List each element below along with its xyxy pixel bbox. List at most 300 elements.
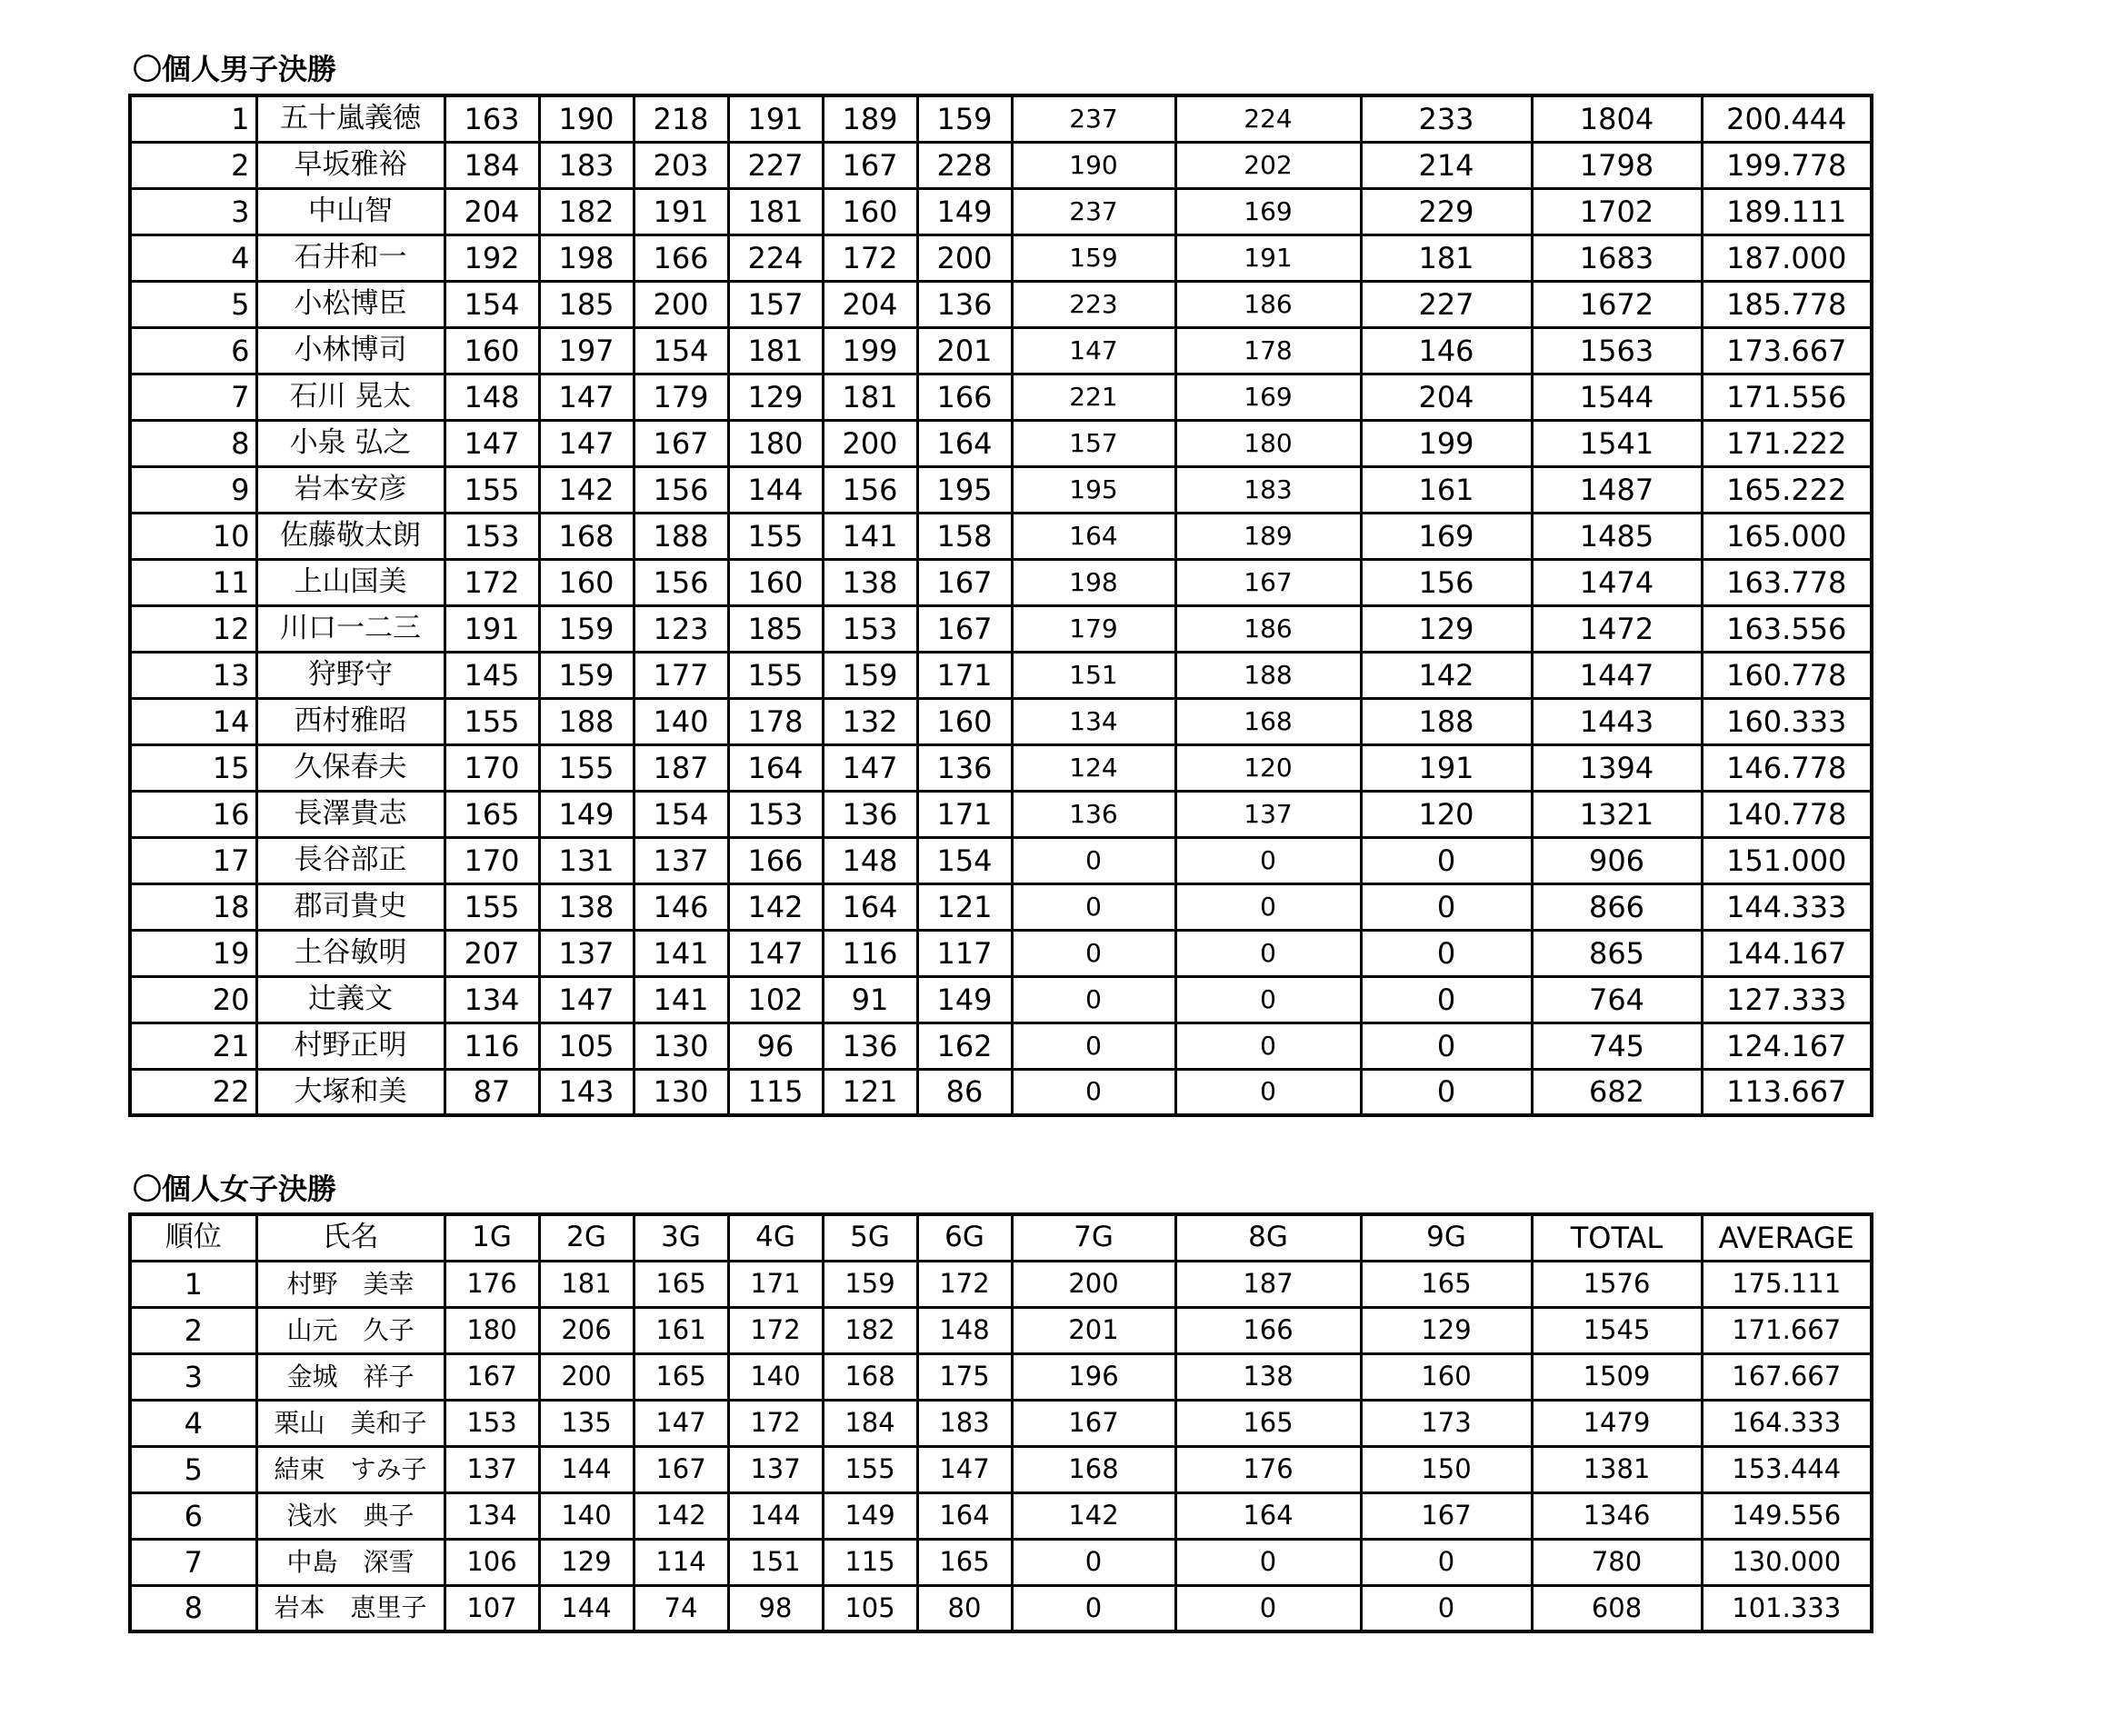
table-row [130,1023,1872,1069]
game-7-score-cell: 0 [1012,883,1175,930]
game-4-score-cell: 178 [728,698,823,744]
game-6-score-cell: 136 [917,744,1012,791]
rank-cell: 16 [130,791,256,837]
table-row [130,930,1872,976]
rank-cell: 4 [130,1400,256,1446]
game-1-score-cell: 155 [445,883,539,930]
game-1-score-cell: 154 [445,281,539,327]
game-6-score-cell: 164 [917,420,1012,466]
rank-cell: 20 [130,976,256,1023]
game-1-score-cell: 207 [445,930,539,976]
game-9-score-cell: 156 [1361,559,1532,605]
game-2-score-cell: 142 [539,466,634,513]
game-3-score-cell: 203 [634,142,728,188]
game-4-score-cell: 153 [728,791,823,837]
game-7-score-cell: 0 [1012,1539,1175,1585]
game-7-score-cell: 200 [1012,1261,1175,1307]
game-2-score-cell: 200 [539,1353,634,1400]
table-row [130,698,1872,744]
player-name-cell: 岩本安彦 [256,466,445,513]
game-8-score-cell: 186 [1175,605,1361,652]
game-6-score-cell: 175 [917,1353,1012,1400]
average-cell: 163.556 [1702,605,1872,652]
table-row [130,1261,1872,1307]
rank-cell: 3 [130,1353,256,1400]
average-cell: 160.333 [1702,698,1872,744]
game-2-score-cell: 137 [539,930,634,976]
table-row [130,1069,1872,1115]
game-2-score-cell: 149 [539,791,634,837]
game-9-score-cell: 129 [1361,1307,1532,1353]
average-cell: 165.000 [1702,513,1872,559]
game-3-score-cell: 218 [634,95,728,142]
rank-cell: 1 [130,95,256,142]
game-2-score-cell: 147 [539,976,634,1023]
game-9-score-cell: 160 [1361,1353,1532,1400]
game-8-score-cell: 138 [1175,1353,1361,1400]
game-7-score-cell: 0 [1012,837,1175,883]
game-8-score-cell: 178 [1175,327,1361,374]
total-cell: 866 [1532,883,1702,930]
game-6-score-cell: 136 [917,281,1012,327]
player-name-cell: 結束 すみ子 [256,1446,445,1492]
average-cell: 171.667 [1702,1307,1872,1353]
rank-cell: 21 [130,1023,256,1069]
total-cell: 1474 [1532,559,1702,605]
header-game-8: 8G [1175,1214,1361,1261]
game-1-score-cell: 116 [445,1023,539,1069]
game-3-score-cell: 141 [634,930,728,976]
table-row [130,559,1872,605]
total-cell: 1683 [1532,234,1702,281]
rank-cell: 5 [130,281,256,327]
game-3-score-cell: 123 [634,605,728,652]
game-5-score-cell: 91 [823,976,917,1023]
total-cell: 780 [1532,1539,1702,1585]
player-name-cell: 辻義文 [256,976,445,1023]
average-cell: 163.778 [1702,559,1872,605]
game-5-score-cell: 189 [823,95,917,142]
game-1-score-cell: 184 [445,142,539,188]
game-1-score-cell: 191 [445,605,539,652]
game-7-score-cell: 198 [1012,559,1175,605]
game-7-score-cell: 190 [1012,142,1175,188]
player-name-cell: 石井和一 [256,234,445,281]
game-7-score-cell: 136 [1012,791,1175,837]
player-name-cell: 中島 深雪 [256,1539,445,1585]
game-4-score-cell: 155 [728,513,823,559]
game-1-score-cell: 106 [445,1539,539,1585]
rank-cell: 3 [130,188,256,234]
game-1-score-cell: 180 [445,1307,539,1353]
game-1-score-cell: 137 [445,1446,539,1492]
table-row [130,1400,1872,1446]
game-3-score-cell: 187 [634,744,728,791]
game-7-score-cell: 157 [1012,420,1175,466]
game-7-score-cell: 0 [1012,1069,1175,1115]
game-3-score-cell: 130 [634,1023,728,1069]
game-2-score-cell: 144 [539,1446,634,1492]
game-9-score-cell: 204 [1361,374,1532,420]
rank-cell: 9 [130,466,256,513]
game-3-score-cell: 165 [634,1261,728,1307]
header-game-6: 6G [917,1214,1012,1261]
game-3-score-cell: 188 [634,513,728,559]
game-1-score-cell: 107 [445,1585,539,1631]
rank-cell: 14 [130,698,256,744]
header-rank: 順位 [130,1214,256,1261]
total-cell: 1576 [1532,1261,1702,1307]
game-3-score-cell: 154 [634,791,728,837]
game-5-score-cell: 204 [823,281,917,327]
game-8-score-cell: 166 [1175,1307,1361,1353]
rank-cell: 4 [130,234,256,281]
average-cell: 173.667 [1702,327,1872,374]
game-2-score-cell: 147 [539,420,634,466]
game-6-score-cell: 121 [917,883,1012,930]
game-6-score-cell: 166 [917,374,1012,420]
table-row [130,1307,1872,1353]
game-7-score-cell: 147 [1012,327,1175,374]
game-8-score-cell: 169 [1175,374,1361,420]
game-8-score-cell: 191 [1175,234,1361,281]
total-cell: 1479 [1532,1400,1702,1446]
game-5-score-cell: 132 [823,698,917,744]
average-cell: 200.444 [1702,95,1872,142]
game-9-score-cell: 0 [1361,883,1532,930]
average-cell: 140.778 [1702,791,1872,837]
men-results-table [128,94,1873,1117]
game-3-score-cell: 142 [634,1492,728,1539]
game-1-score-cell: 165 [445,791,539,837]
average-cell: 149.556 [1702,1492,1872,1539]
game-3-score-cell: 147 [634,1400,728,1446]
game-6-score-cell: 148 [917,1307,1012,1353]
game-6-score-cell: 171 [917,791,1012,837]
game-1-score-cell: 192 [445,234,539,281]
total-cell: 745 [1532,1023,1702,1069]
game-4-score-cell: 191 [728,95,823,142]
game-4-score-cell: 180 [728,420,823,466]
game-8-score-cell: 0 [1175,1023,1361,1069]
game-5-score-cell: 138 [823,559,917,605]
game-1-score-cell: 163 [445,95,539,142]
game-4-score-cell: 172 [728,1400,823,1446]
game-5-score-cell: 182 [823,1307,917,1353]
game-7-score-cell: 164 [1012,513,1175,559]
game-3-score-cell: 179 [634,374,728,420]
game-2-score-cell: 143 [539,1069,634,1115]
total-cell: 1472 [1532,605,1702,652]
game-7-score-cell: 196 [1012,1353,1175,1400]
table-row [130,466,1872,513]
game-5-score-cell: 115 [823,1539,917,1585]
game-1-score-cell: 145 [445,652,539,698]
game-7-score-cell: 0 [1012,930,1175,976]
game-2-score-cell: 159 [539,605,634,652]
header-name: 氏名 [256,1214,445,1261]
game-5-score-cell: 164 [823,883,917,930]
average-cell: 153.444 [1702,1446,1872,1492]
game-6-score-cell: 80 [917,1585,1012,1631]
game-5-score-cell: 184 [823,1400,917,1446]
table-row [130,281,1872,327]
player-name-cell: 山元 久子 [256,1307,445,1353]
game-4-score-cell: 137 [728,1446,823,1492]
game-9-score-cell: 214 [1361,142,1532,188]
game-5-score-cell: 153 [823,605,917,652]
table-row [130,1353,1872,1400]
game-3-score-cell: 130 [634,1069,728,1115]
game-5-score-cell: 172 [823,234,917,281]
rank-cell: 1 [130,1261,256,1307]
total-cell: 608 [1532,1585,1702,1631]
game-1-score-cell: 170 [445,837,539,883]
game-2-score-cell: 160 [539,559,634,605]
total-cell: 1804 [1532,95,1702,142]
player-name-cell: 栗山 美和子 [256,1400,445,1446]
average-cell: 130.000 [1702,1539,1872,1585]
game-3-score-cell: 114 [634,1539,728,1585]
average-cell: 124.167 [1702,1023,1872,1069]
game-5-score-cell: 155 [823,1446,917,1492]
game-5-score-cell: 159 [823,652,917,698]
rank-cell: 8 [130,420,256,466]
table-row [130,976,1872,1023]
game-4-score-cell: 147 [728,930,823,976]
game-2-score-cell: 159 [539,652,634,698]
game-6-score-cell: 147 [917,1446,1012,1492]
total-cell: 1798 [1532,142,1702,188]
game-8-score-cell: 183 [1175,466,1361,513]
game-6-score-cell: 172 [917,1261,1012,1307]
game-1-score-cell: 172 [445,559,539,605]
game-7-score-cell: 179 [1012,605,1175,652]
game-6-score-cell: 117 [917,930,1012,976]
game-2-score-cell: 138 [539,883,634,930]
game-2-score-cell: 206 [539,1307,634,1353]
player-name-cell: 村野 美幸 [256,1261,445,1307]
game-4-score-cell: 96 [728,1023,823,1069]
game-1-score-cell: 155 [445,466,539,513]
game-5-score-cell: 160 [823,188,917,234]
game-5-score-cell: 116 [823,930,917,976]
header-total: TOTAL [1532,1214,1702,1261]
rank-cell: 19 [130,930,256,976]
game-4-score-cell: 172 [728,1307,823,1353]
game-9-score-cell: 199 [1361,420,1532,466]
rank-cell: 2 [130,142,256,188]
table-row [130,142,1872,188]
game-6-score-cell: 159 [917,95,1012,142]
player-name-cell: 郡司貴史 [256,883,445,930]
game-5-score-cell: 121 [823,1069,917,1115]
table-row [130,1539,1872,1585]
game-4-score-cell: 227 [728,142,823,188]
total-cell: 865 [1532,930,1702,976]
total-cell: 1321 [1532,791,1702,837]
game-4-score-cell: 157 [728,281,823,327]
player-name-cell: 大塚和美 [256,1069,445,1115]
table-row [130,744,1872,791]
game-7-score-cell: 221 [1012,374,1175,420]
game-4-score-cell: 129 [728,374,823,420]
game-5-score-cell: 167 [823,142,917,188]
rank-cell: 2 [130,1307,256,1353]
total-cell: 1346 [1532,1492,1702,1539]
rank-cell: 13 [130,652,256,698]
player-name-cell: 五十嵐義徳 [256,95,445,142]
game-1-score-cell: 204 [445,188,539,234]
rank-cell: 8 [130,1585,256,1631]
game-2-score-cell: 140 [539,1492,634,1539]
game-8-score-cell: 0 [1175,1069,1361,1115]
total-cell: 764 [1532,976,1702,1023]
game-2-score-cell: 185 [539,281,634,327]
game-6-score-cell: 164 [917,1492,1012,1539]
rank-cell: 7 [130,1539,256,1585]
game-3-score-cell: 156 [634,559,728,605]
game-3-score-cell: 166 [634,234,728,281]
average-cell: 127.333 [1702,976,1872,1023]
game-4-score-cell: 171 [728,1261,823,1307]
game-2-score-cell: 144 [539,1585,634,1631]
game-6-score-cell: 158 [917,513,1012,559]
total-cell: 682 [1532,1069,1702,1115]
game-9-score-cell: 0 [1361,976,1532,1023]
game-8-score-cell: 180 [1175,420,1361,466]
table-row [130,652,1872,698]
game-6-score-cell: 165 [917,1539,1012,1585]
game-1-score-cell: 147 [445,420,539,466]
average-cell: 167.667 [1702,1353,1872,1400]
average-cell: 171.556 [1702,374,1872,420]
game-8-score-cell: 0 [1175,883,1361,930]
game-8-score-cell: 167 [1175,559,1361,605]
game-3-score-cell: 161 [634,1307,728,1353]
game-9-score-cell: 0 [1361,1069,1532,1115]
game-6-score-cell: 154 [917,837,1012,883]
player-name-cell: 狩野守 [256,652,445,698]
game-5-score-cell: 141 [823,513,917,559]
game-6-score-cell: 160 [917,698,1012,744]
total-cell: 1485 [1532,513,1702,559]
player-name-cell: 長谷部正 [256,837,445,883]
game-2-score-cell: 183 [539,142,634,188]
rank-cell: 7 [130,374,256,420]
total-cell: 1394 [1532,744,1702,791]
game-2-score-cell: 129 [539,1539,634,1585]
game-3-score-cell: 146 [634,883,728,930]
game-7-score-cell: 223 [1012,281,1175,327]
game-7-score-cell: 151 [1012,652,1175,698]
average-cell: 113.667 [1702,1069,1872,1115]
game-6-score-cell: 183 [917,1400,1012,1446]
table-row [130,1585,1872,1631]
game-7-score-cell: 237 [1012,188,1175,234]
player-name-cell: 久保春夫 [256,744,445,791]
rank-cell: 18 [130,883,256,930]
game-4-score-cell: 181 [728,327,823,374]
game-3-score-cell: 177 [634,652,728,698]
game-9-score-cell: 173 [1361,1400,1532,1446]
game-6-score-cell: 167 [917,559,1012,605]
total-cell: 1544 [1532,374,1702,420]
table-row [130,1492,1872,1539]
rank-cell: 6 [130,327,256,374]
game-6-score-cell: 171 [917,652,1012,698]
game-7-score-cell: 0 [1012,1585,1175,1631]
game-8-score-cell: 186 [1175,281,1361,327]
game-8-score-cell: 120 [1175,744,1361,791]
game-8-score-cell: 165 [1175,1400,1361,1446]
game-3-score-cell: 137 [634,837,728,883]
game-9-score-cell: 129 [1361,605,1532,652]
header-game-2: 2G [539,1214,634,1261]
total-cell: 1487 [1532,466,1702,513]
rank-cell: 12 [130,605,256,652]
header-game-4: 4G [728,1214,823,1261]
game-4-score-cell: 166 [728,837,823,883]
game-5-score-cell: 156 [823,466,917,513]
table-row [130,837,1872,883]
game-7-score-cell: 159 [1012,234,1175,281]
header-game-1: 1G [445,1214,539,1261]
game-7-score-cell: 0 [1012,976,1175,1023]
player-name-cell: 金城 祥子 [256,1353,445,1400]
game-7-score-cell: 142 [1012,1492,1175,1539]
game-9-score-cell: 229 [1361,188,1532,234]
header-game-7: 7G [1012,1214,1175,1261]
table-row [130,883,1872,930]
average-cell: 189.111 [1702,188,1872,234]
game-5-score-cell: 147 [823,744,917,791]
rank-cell: 22 [130,1069,256,1115]
game-5-score-cell: 199 [823,327,917,374]
game-8-score-cell: 0 [1175,1539,1361,1585]
player-name-cell: 岩本 恵里子 [256,1585,445,1631]
game-9-score-cell: 191 [1361,744,1532,791]
game-3-score-cell: 141 [634,976,728,1023]
table-row [130,513,1872,559]
player-name-cell: 長澤貴志 [256,791,445,837]
game-2-score-cell: 190 [539,95,634,142]
game-3-score-cell: 74 [634,1585,728,1631]
table-row [130,1446,1872,1492]
game-8-score-cell: 202 [1175,142,1361,188]
rank-cell: 10 [130,513,256,559]
game-8-score-cell: 0 [1175,930,1361,976]
average-cell: 187.000 [1702,234,1872,281]
game-9-score-cell: 0 [1361,837,1532,883]
game-5-score-cell: 159 [823,1261,917,1307]
player-name-cell: 小林博司 [256,327,445,374]
average-cell: 165.222 [1702,466,1872,513]
table-row [130,374,1872,420]
total-cell: 1541 [1532,420,1702,466]
game-4-score-cell: 181 [728,188,823,234]
player-name-cell: 上山国美 [256,559,445,605]
game-7-score-cell: 195 [1012,466,1175,513]
game-2-score-cell: 135 [539,1400,634,1446]
average-cell: 146.778 [1702,744,1872,791]
game-5-score-cell: 136 [823,791,917,837]
game-1-score-cell: 87 [445,1069,539,1115]
game-1-score-cell: 148 [445,374,539,420]
women-header-row [130,1214,1872,1261]
game-4-score-cell: 185 [728,605,823,652]
game-4-score-cell: 224 [728,234,823,281]
